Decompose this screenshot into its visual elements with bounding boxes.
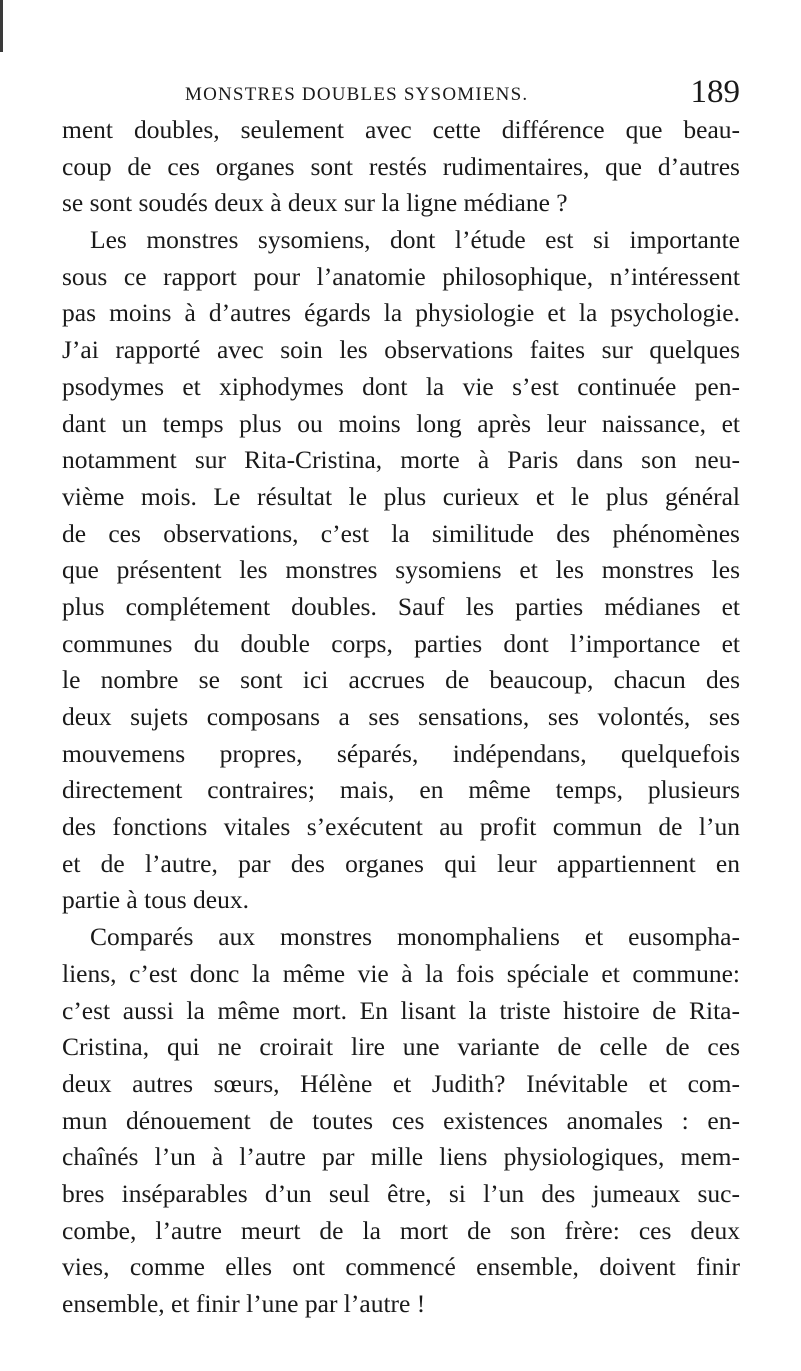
text-line: bres inséparables d’un seul être, si l’un des jumeaux suc- bbox=[62, 1178, 740, 1208]
text-line: psodymes et xiphodymes dont la vie s’est continuée pen- bbox=[62, 371, 740, 401]
text-line: ensemble, et finir l’une par l’autre ! bbox=[62, 1289, 426, 1318]
text-line: directement contraires; mais, en même temps, plusieurs bbox=[62, 775, 740, 805]
text-line: se sont soudés deux à deux sur la ligne médiane ? bbox=[62, 188, 568, 218]
text-line: ment doubles, seulement avec cette différence que beau- bbox=[62, 115, 740, 144]
text-line: le nombre se sont ici accrues de beaucoup, chacun des bbox=[62, 665, 740, 695]
text-line: Les monstres sysomiens, dont l’étude est si importante bbox=[90, 225, 740, 255]
text-line: liens, c’est donc la même vie à la fois spéciale et commune: bbox=[62, 958, 740, 988]
text-line: pas moins à d’autres égards la physiologie et la psychologie. bbox=[62, 298, 740, 328]
text-line: deux autres sœurs, Hélène et Judith? Inévitable et com- bbox=[62, 1068, 740, 1098]
text-line: coup de ces organes sont restés rudimentaires, que d’autres bbox=[62, 151, 740, 181]
text-line: combe, l’autre meurt de la mort de son frère: ces deux bbox=[62, 1215, 740, 1245]
body-text bbox=[62, 112, 740, 1323]
text-line: et de l’autre, par des organes qui leur appartiennent en bbox=[62, 848, 740, 878]
text-line: dant un temps plus ou moins long après leur naissance, et bbox=[62, 408, 740, 438]
text-line: Cristina, qui ne croirait lire une variante de celle de ces bbox=[62, 1032, 740, 1062]
text-line: Comparés aux monstres monomphaliens et eusompha- bbox=[90, 922, 740, 952]
text-line: que présentent les monstres sysomiens et les monstres les bbox=[62, 555, 740, 585]
text-line: vies, comme elles ont commencé ensemble, doivent finir bbox=[62, 1252, 740, 1282]
text-line: deux sujets composans a ses sensations, ses volontés, ses bbox=[62, 702, 740, 731]
page-number: 189 bbox=[690, 74, 740, 110]
text-line: mun dénouement de toutes ces existences anomales : en- bbox=[62, 1105, 740, 1135]
text-line: notamment sur Rita-Cristina, morte à Paris dans son neu- bbox=[62, 445, 740, 475]
text-line: de ces observations, c’est la similitude des phénomènes bbox=[62, 518, 740, 548]
text-line: communes du double corps, parties dont l’importance et bbox=[62, 628, 740, 658]
text-line: chaînés l’un à l’autre par mille liens physiologiques, mem- bbox=[62, 1142, 740, 1172]
text-line: partie à tous deux. bbox=[62, 885, 249, 915]
text-line: plus complétement doubles. Sauf les parties médianes et bbox=[62, 591, 740, 621]
text-line: des fonctions vitales s’exécutent au profit commun de l’un bbox=[62, 812, 740, 842]
text-line: vième mois. Le résultat le plus curieux et le plus général bbox=[62, 481, 740, 511]
text-line: J’ai rapporté avec soin les observations faites sur quelques bbox=[62, 335, 740, 365]
text-line: mouvemens propres, séparés, indépendans, quelquefois bbox=[62, 738, 740, 768]
running-head bbox=[60, 74, 740, 110]
page-edge-mark bbox=[0, 0, 3, 52]
text-line: c’est aussi la même mort. En lisant la triste histoire de Rita- bbox=[62, 995, 740, 1025]
running-title: MONSTRES DOUBLES SYSOMIENS. bbox=[185, 84, 529, 105]
text-line: sous ce rapport pour l’anatomie philosophique, n’intéressent bbox=[62, 261, 740, 291]
